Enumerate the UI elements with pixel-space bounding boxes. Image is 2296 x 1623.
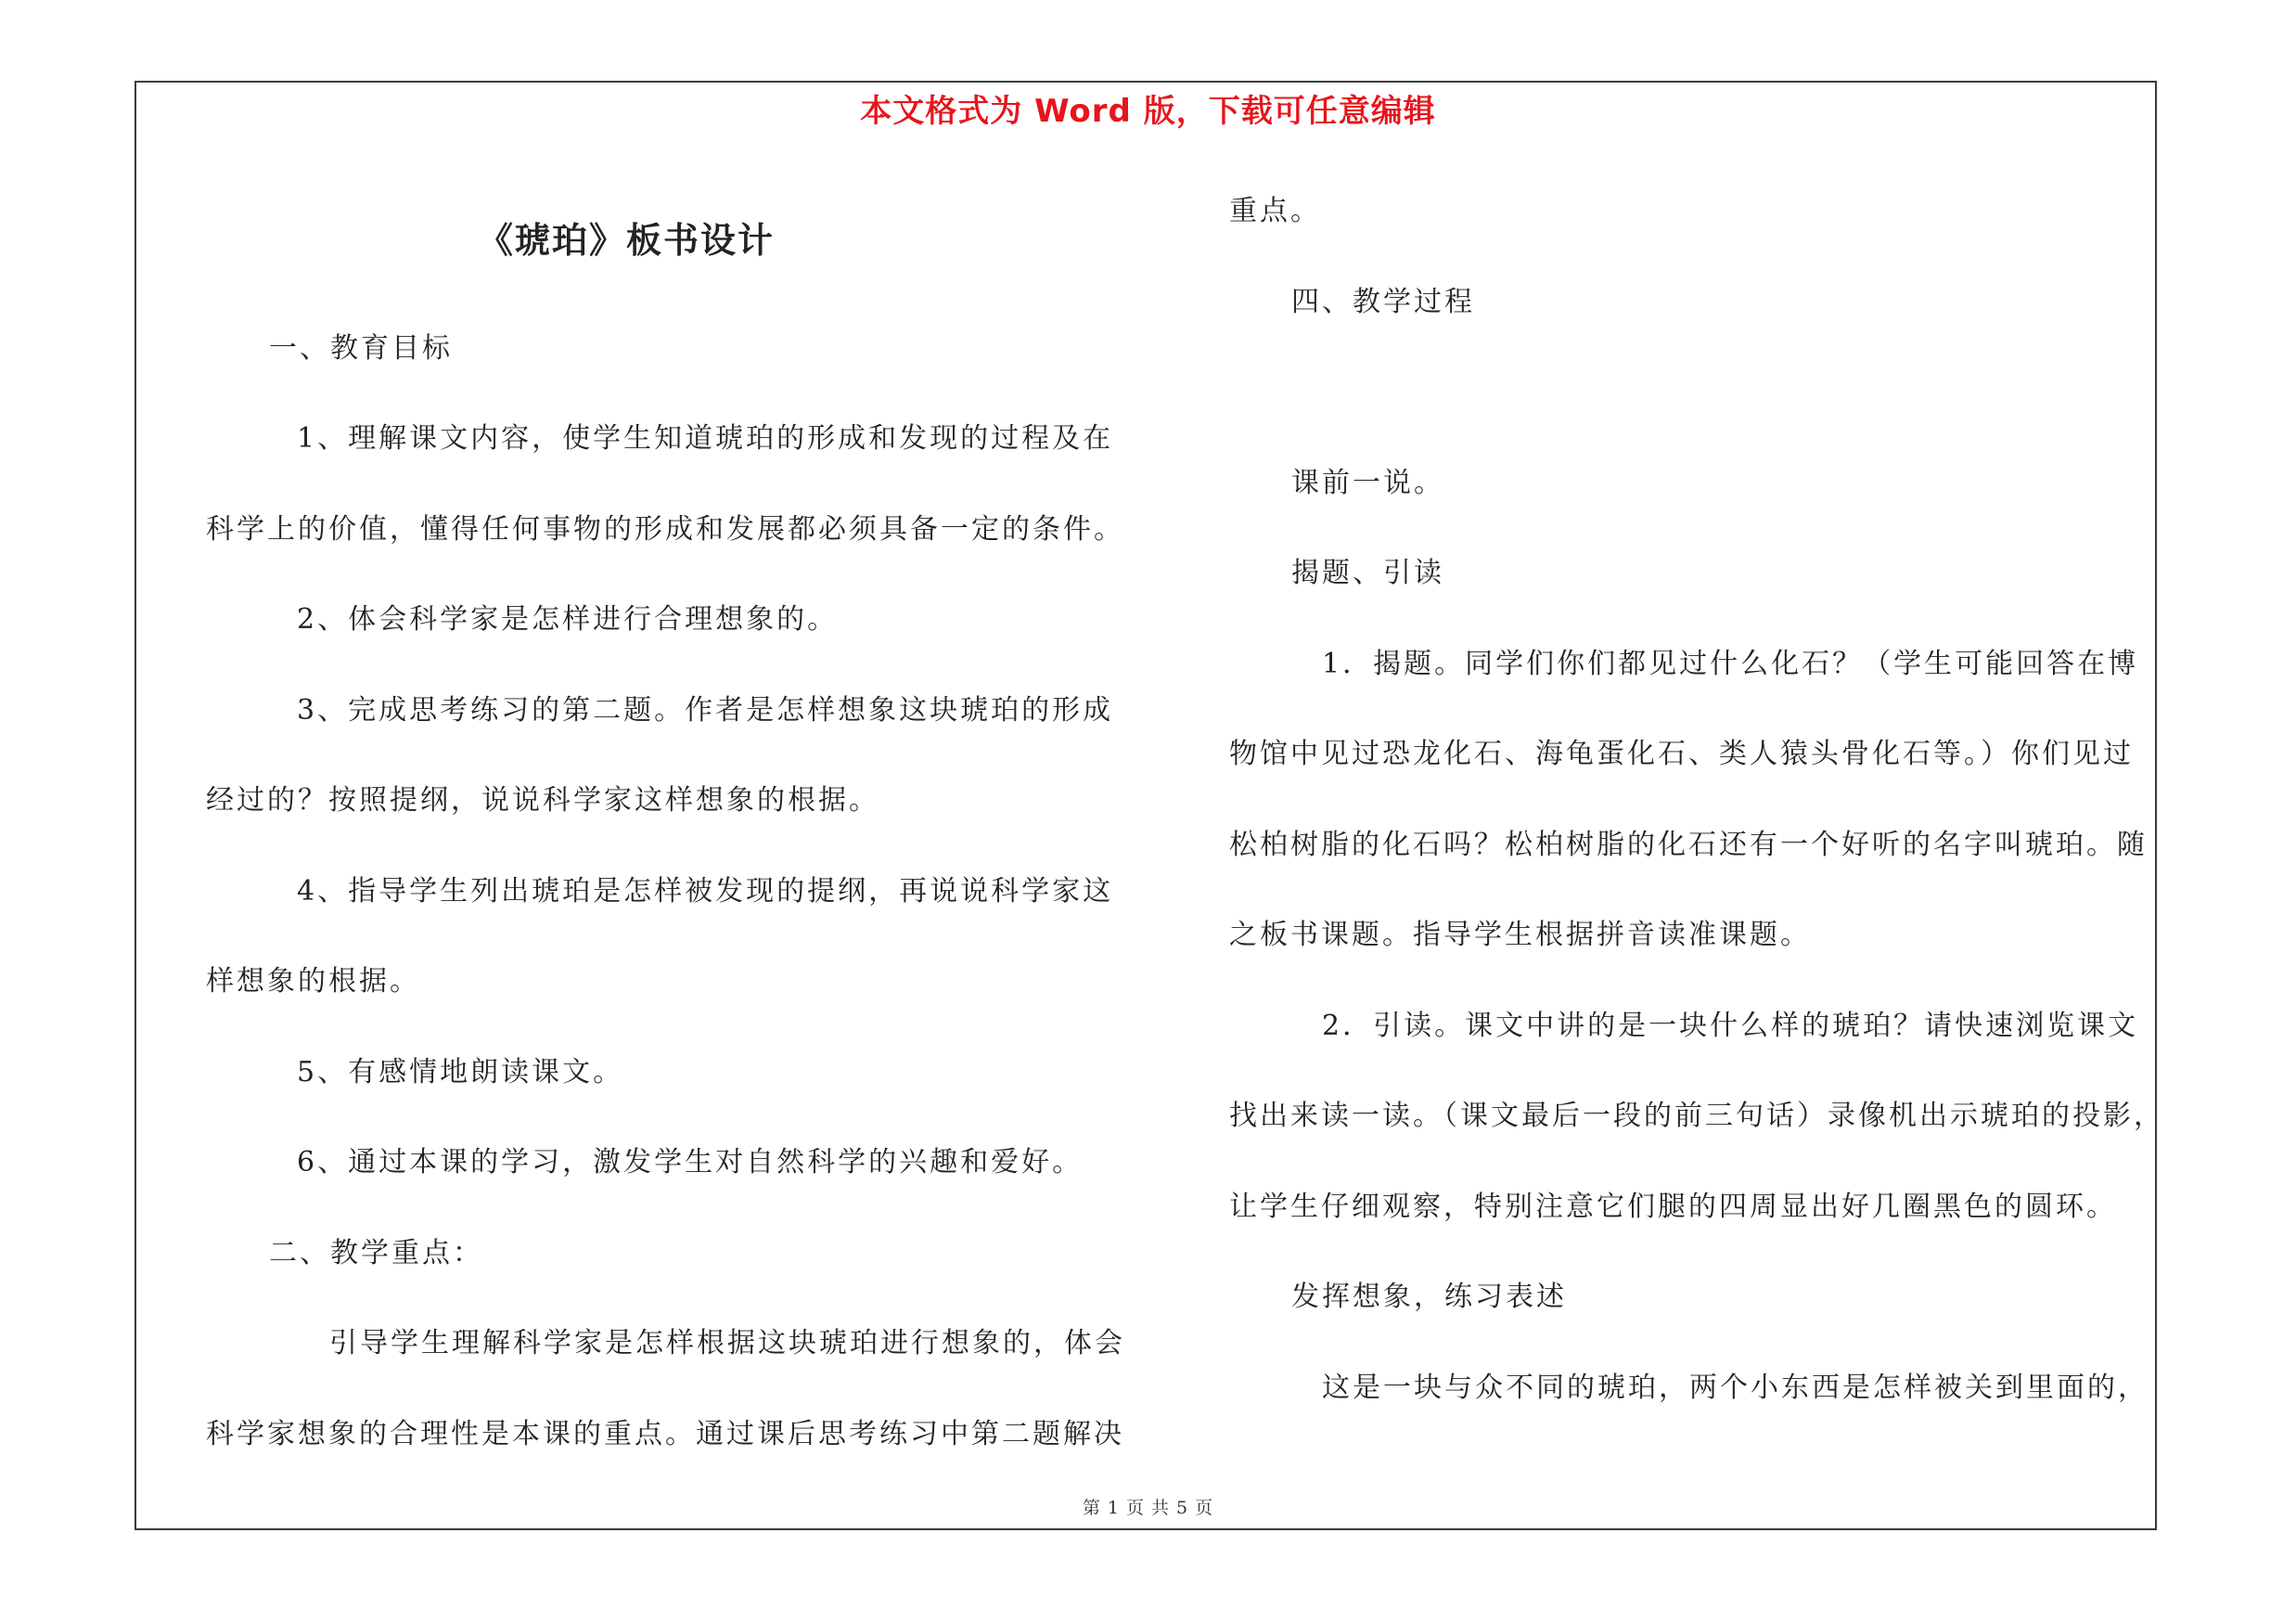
paragraph: 1、理解课文内容，使学生知道琥珀的形成和发现的过程及在 [297,422,1114,455]
paragraph: 科学家想象的合理性是本课的重点。通过课后思考练习中第二题解决 [206,1418,1124,1450]
paragraph: 重点。 [1229,195,1321,227]
paragraph: 经过的？按照提纲，说说科学家这样想象的根据。 [206,784,879,817]
paragraph: 1．揭题。同学们你们都见过什么化石？（学生可能回答在博 [1322,648,2139,680]
paragraph: 四、教学过程 [1291,286,1475,318]
word-format-banner: 本文格式为 Word 版，下载可任意编辑 [860,93,1436,130]
paragraph: 2．引读。课文中讲的是一块什么样的琥珀？请快速浏览课文 [1322,1010,2139,1042]
page-number-footer: 第 1 页 共 5 页 [1082,1498,1214,1518]
paragraph: 揭题、引读 [1291,557,1444,589]
paragraph: 这是一块与众不同的琥珀，两个小东西是怎样被关到里面的， [1322,1372,2148,1404]
paragraph: 之板书课题。指导学生根据拼音读准课题。 [1229,919,1811,951]
document-title: 《琥珀》板书设计 [478,219,776,261]
paragraph: 样想象的根据。 [206,965,420,998]
paragraph: 引导学生理解科学家是怎样根据这块琥珀进行想象的，体会 [329,1327,1125,1359]
paragraph: 5、有感情地朗读课文。 [297,1056,624,1088]
paragraph: 2、体会科学家是怎样进行合理想象的。 [297,603,839,636]
paragraph: 课前一说。 [1291,467,1444,499]
paragraph: 松柏树脂的化石吗？松柏树脂的化石还有一个好听的名字叫琥珀。随 [1229,829,2148,861]
paragraph: 让学生仔细观察，特别注意它们腿的四周显出好几圈黑色的圆环。 [1229,1191,2117,1223]
paragraph: 物馆中见过恐龙化石、海龟蛋化石、类人猿头骨化石等。）你们见过 [1229,738,2134,770]
paragraph: 发挥想象，练习表述 [1291,1281,1567,1313]
paragraph: 4、指导学生列出琥珀是怎样被发现的提纲，再说说科学家这 [297,875,1114,908]
paragraph: 6、通过本课的学习，激发学生对自然科学的兴趣和爱好。 [297,1146,1084,1179]
paragraph: 3、完成思考练习的第二题。作者是怎样想象这块琥珀的形成 [297,694,1114,727]
paragraph: 一、教育目标 [269,332,453,365]
paragraph: 找出来读一读。（课文最后一段的前三句话）录像机出示琥珀的投影， [1229,1100,2164,1132]
paragraph: 科学上的价值，懂得任何事物的形成和发展都必须具备一定的条件。 [206,513,1124,546]
paragraph: 二、教学重点： [269,1237,483,1269]
